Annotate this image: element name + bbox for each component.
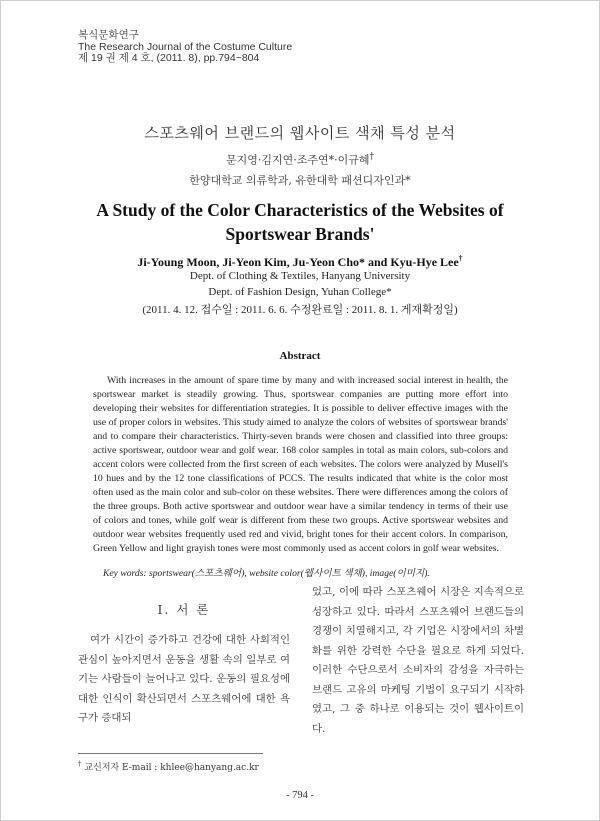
korean-affiliation: 한양대학교 의류학과, 유한대학 패션디자인과* — [189, 174, 411, 187]
footnote — [78, 760, 259, 773]
korean-author-names: 문지영·김지연·조주연*·이규혜 — [225, 153, 370, 167]
corresponding-mark: † — [369, 151, 375, 162]
journal-name-en: The Research Journal of the Costume Culture — [78, 40, 293, 53]
english-authors — [0, 254, 600, 270]
footnote-text: 교신저자 E-mail : khlee@hanyang.ac.kr — [84, 763, 259, 773]
section-heading-introduction: Ⅰ. 서 론 — [157, 602, 211, 617]
english-title: A Study of the Color Characteristics of the Websites of Sportswear Brands' — [96, 200, 504, 244]
keywords: Key words: sportswear(스포츠웨어), website color(웹사이트 색채), image(이미지). — [103, 568, 430, 579]
english-affiliation-1: Dept. of Clothing & Textiles, Hanyang University — [189, 270, 411, 282]
journal-header — [78, 30, 292, 65]
volume-info: 제 19 권 제 4 호, (2011. 8), pp.794~804 — [78, 52, 260, 64]
abstract-heading: Abstract — [279, 350, 321, 362]
korean-authors — [0, 151, 600, 168]
korean-title: 스포츠웨어 브랜드의 웹사이트 색채 특성 분석 — [144, 124, 456, 142]
body-left-column: 여가 시간이 증가하고 건강에 대한 사회적인 관심이 높아지면서 운동을 생활 속의 일부로 여기는 사람들이 늘어나고 있다. 운동의 필요성에 대한 인식이 확산되면서 스포츠웨어에 대한 욕구가 증대되 — [78, 634, 290, 724]
corresponding-mark-en: † — [458, 254, 463, 263]
footnote-mark: † — [78, 760, 82, 768]
submission-dates: (2011. 4. 12. 접수일 : 2011. 6. 6. 수정완료일 : 2011. 8. 1. 게재확정일) — [142, 304, 458, 316]
english-author-names: Ji-Young Moon, Ji-Yeon Kim, Ju-Yeon Cho* and Kyu-Hye Lee — [137, 255, 459, 269]
english-affiliation-2: Dept. of Fashion Design, Yuhan College* — [208, 286, 392, 298]
journal-name-kr: 복식문화연구 — [78, 29, 139, 41]
page-number: - 794 - — [286, 790, 314, 801]
body-right-column: 었고, 이에 따라 스포츠웨어 시장은 지속적으로 성장하고 있다. 따라서 스포츠웨어 브랜드들의 경쟁이 치열해지고, 각 기업은 시장에서의 차별화를 위한 강력한 수단을 필요로 하게 되었다. 이러한 수단으로서 소비자의 감성을 자극하는 브랜드 고유의 마케팅 기법이 요구되기 시작하였고, 그 중 하나로 이용되는 것이 웹사이트이다. — [312, 586, 524, 735]
abstract-text: With increases in the amount of spare time by many and with increased social interest in health, the sportswear market is steadily growing. Thus, sportswear companies are putting more effort into developing their websites for differentiation strategies. It is possible to deliver effective images with the use of proper colors in websites. This study aimed to analyze the colors of websites of sportswear brands' and to compare their characteristics. Thirty-seven brands were chosen and classified into three groups: active sportswear, outdoor wear and golf wear. 168 color samples in total as main colors, sub-colors and accent colors were collected from the first screen of each websites. The colors were analyzed by Musell's 10 hues and by the 12 tone classifications of PCCS. The results indicated that white is the color most often used as the main color and sub-color on these websites. There were differences among the colors of the three groups. Both active sportswear and outdoor wear have a similar tendency in terms of their use of colors and tones, while golf wear is different from these two groups. Active sportswear websites and outdoor wear websites frequently used red and vivid, bright tones for their accent colors. In comparison, Green Yellow and light grayish tones were most commonly used as accent colors in golf wear websites. — [93, 375, 508, 554]
footnote-divider — [78, 753, 263, 754]
